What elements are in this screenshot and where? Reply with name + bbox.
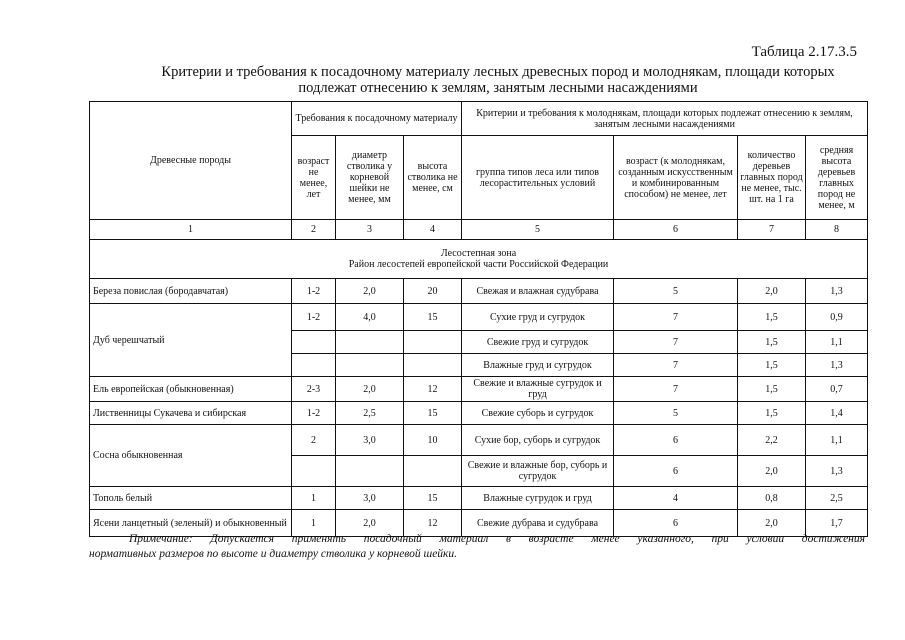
forest-type-cell: Свежие и влажные бор, суборь и сугрудок — [462, 456, 614, 487]
mean-height-cell: 0,9 — [806, 304, 868, 331]
age-cell: 1-2 — [292, 279, 336, 304]
diameter-cell: 3,0 — [336, 487, 404, 510]
height-cell: 12 — [404, 377, 462, 402]
forest-type-cell: Свежие дубрава и судубрава — [462, 510, 614, 537]
age-cell: 2 — [292, 425, 336, 456]
diameter-cell: 2,0 — [336, 279, 404, 304]
mean-height-cell: 0,7 — [806, 377, 868, 402]
species-cell: Лиственницы Сукачева и сибирская — [90, 402, 292, 425]
species-cell: Береза повислая (бородавчатая) — [90, 279, 292, 304]
diameter-cell: 2,5 — [336, 402, 404, 425]
forest-type-cell: Влажные сугрудок и груд — [462, 487, 614, 510]
forest-type-cell: Сухие бор, суборь и сугрудок — [462, 425, 614, 456]
table-row — [90, 279, 868, 304]
mean-height-cell: 1,3 — [806, 456, 868, 487]
age-cell — [292, 354, 336, 377]
species-cell: Сосна обыкновенная — [90, 425, 292, 487]
column-number: 3 — [336, 220, 404, 240]
mean-height-cell: 1,1 — [806, 331, 868, 354]
height-cell: 12 — [404, 510, 462, 537]
tree-count-cell: 1,5 — [738, 354, 806, 377]
young-age-cell: 4 — [614, 487, 738, 510]
species-cell: Ель европейская (обыкновенная) — [90, 377, 292, 402]
column-number: 8 — [806, 220, 868, 240]
header-age: возраст не менее, лет — [292, 136, 336, 220]
caption-line-2: подлежат отнесению к землям, занятым лесными насаждениями — [298, 80, 698, 96]
note-line-2: нормативных размеров по высоте и диаметру стволика у корневой шейки. — [89, 548, 458, 560]
diameter-cell: 4,0 — [336, 304, 404, 331]
forest-type-cell: Сухие груд и сугрудок — [462, 304, 614, 331]
header-forest-type: группа типов леса или типов лесорастительных условий — [462, 136, 614, 220]
column-number-row — [90, 220, 868, 240]
diameter-cell — [336, 331, 404, 354]
age-cell: 2-3 — [292, 377, 336, 402]
zone-name: Лесостепная зона — [440, 248, 517, 259]
young-age-cell: 5 — [614, 402, 738, 425]
age-cell — [292, 456, 336, 487]
header-row-groups — [90, 102, 868, 136]
zone-heading — [90, 240, 868, 279]
diameter-cell — [336, 456, 404, 487]
header-species: Древесные породы — [90, 102, 292, 220]
diameter-cell: 2,0 — [336, 510, 404, 537]
forest-type-cell: Свежие груд и сугрудок — [462, 331, 614, 354]
forest-type-cell: Свежие и влажные сугрудок и груд — [462, 377, 614, 402]
height-cell: 10 — [404, 425, 462, 456]
header-young-stands: Критерии и требования к молоднякам, площади которых подлежат отнесению к землям, занятым лесными насаждениями — [462, 102, 868, 136]
header-planting-material: Требования к посадочному материалу — [292, 102, 462, 136]
header-diameter: диаметр стволика у корневой шейки не менее, мм — [336, 136, 404, 220]
tree-count-cell: 2,2 — [738, 425, 806, 456]
table-note — [89, 532, 865, 562]
mean-height-cell: 1,3 — [806, 354, 868, 377]
column-number: 6 — [614, 220, 738, 240]
column-number: 1 — [90, 220, 292, 240]
header-young-age: возраст (к молоднякам, созданным искусственным и комбинированным способом) не менее, лет — [614, 136, 738, 220]
young-age-cell: 7 — [614, 354, 738, 377]
tree-count-cell: 1,5 — [738, 331, 806, 354]
criteria-table — [89, 101, 868, 537]
height-cell — [404, 456, 462, 487]
column-number: 7 — [738, 220, 806, 240]
age-cell: 1-2 — [292, 304, 336, 331]
forest-type-cell: Свежие суборь и сугрудок — [462, 402, 614, 425]
height-cell: 15 — [404, 402, 462, 425]
table-number: Таблица 2.17.3.5 — [751, 44, 857, 60]
young-age-cell: 5 — [614, 279, 738, 304]
tree-count-cell: 2,0 — [738, 510, 806, 537]
height-cell: 15 — [404, 487, 462, 510]
age-cell: 1-2 — [292, 402, 336, 425]
mean-height-cell: 1,7 — [806, 510, 868, 537]
column-number: 5 — [462, 220, 614, 240]
table-row — [90, 487, 868, 510]
mean-height-cell: 1,1 — [806, 425, 868, 456]
age-cell: 1 — [292, 487, 336, 510]
table-row — [90, 402, 868, 425]
column-number: 4 — [404, 220, 462, 240]
young-age-cell: 6 — [614, 425, 738, 456]
age-cell: 1 — [292, 510, 336, 537]
young-age-cell: 7 — [614, 377, 738, 402]
forest-type-cell: Свежая и влажная судубрава — [462, 279, 614, 304]
table-row — [90, 304, 868, 331]
age-cell — [292, 331, 336, 354]
species-cell: Тополь белый — [90, 487, 292, 510]
young-age-cell: 6 — [614, 510, 738, 537]
mean-height-cell: 2,5 — [806, 487, 868, 510]
tree-count-cell: 1,5 — [738, 304, 806, 331]
column-number: 2 — [292, 220, 336, 240]
zone-region: Район лесостепей европейской части Российской Федерации — [348, 259, 609, 270]
young-age-cell: 6 — [614, 456, 738, 487]
tree-count-cell: 1,5 — [738, 402, 806, 425]
height-cell: 15 — [404, 304, 462, 331]
height-cell: 20 — [404, 279, 462, 304]
mean-height-cell: 1,3 — [806, 279, 868, 304]
header-height: высота стволика не менее, см — [404, 136, 462, 220]
young-age-cell: 7 — [614, 331, 738, 354]
height-cell — [404, 354, 462, 377]
caption-line-1: Критерии и требования к посадочному материалу лесных древесных пород и молоднякам, площади которых — [161, 64, 835, 80]
forest-type-cell: Влажные груд и сугрудок — [462, 354, 614, 377]
header-tree-count: количество деревьев главных пород не менее, тыс. шт. на 1 га — [738, 136, 806, 220]
zone-row — [90, 240, 868, 279]
diameter-cell: 2,0 — [336, 377, 404, 402]
diameter-cell — [336, 354, 404, 377]
tree-count-cell: 2,0 — [738, 456, 806, 487]
species-cell: Дуб черешчатый — [90, 304, 292, 377]
mean-height-cell: 1,4 — [806, 402, 868, 425]
tree-count-cell: 1,5 — [738, 377, 806, 402]
species-cell: Ясени ланцетный (зеленый) и обыкновенный — [90, 510, 292, 537]
table-row — [90, 425, 868, 456]
tree-count-cell: 2,0 — [738, 279, 806, 304]
header-mean-height: средняя высота деревьев главных пород не менее, м — [806, 136, 868, 220]
table-row — [90, 377, 868, 402]
tree-count-cell: 0,8 — [738, 487, 806, 510]
height-cell — [404, 331, 462, 354]
young-age-cell: 7 — [614, 304, 738, 331]
diameter-cell: 3,0 — [336, 425, 404, 456]
note-line-1: Примечание: Допускается применять посадочный материал в возрасте менее указанного, при условии достижения — [129, 533, 865, 545]
table-caption — [118, 64, 878, 96]
